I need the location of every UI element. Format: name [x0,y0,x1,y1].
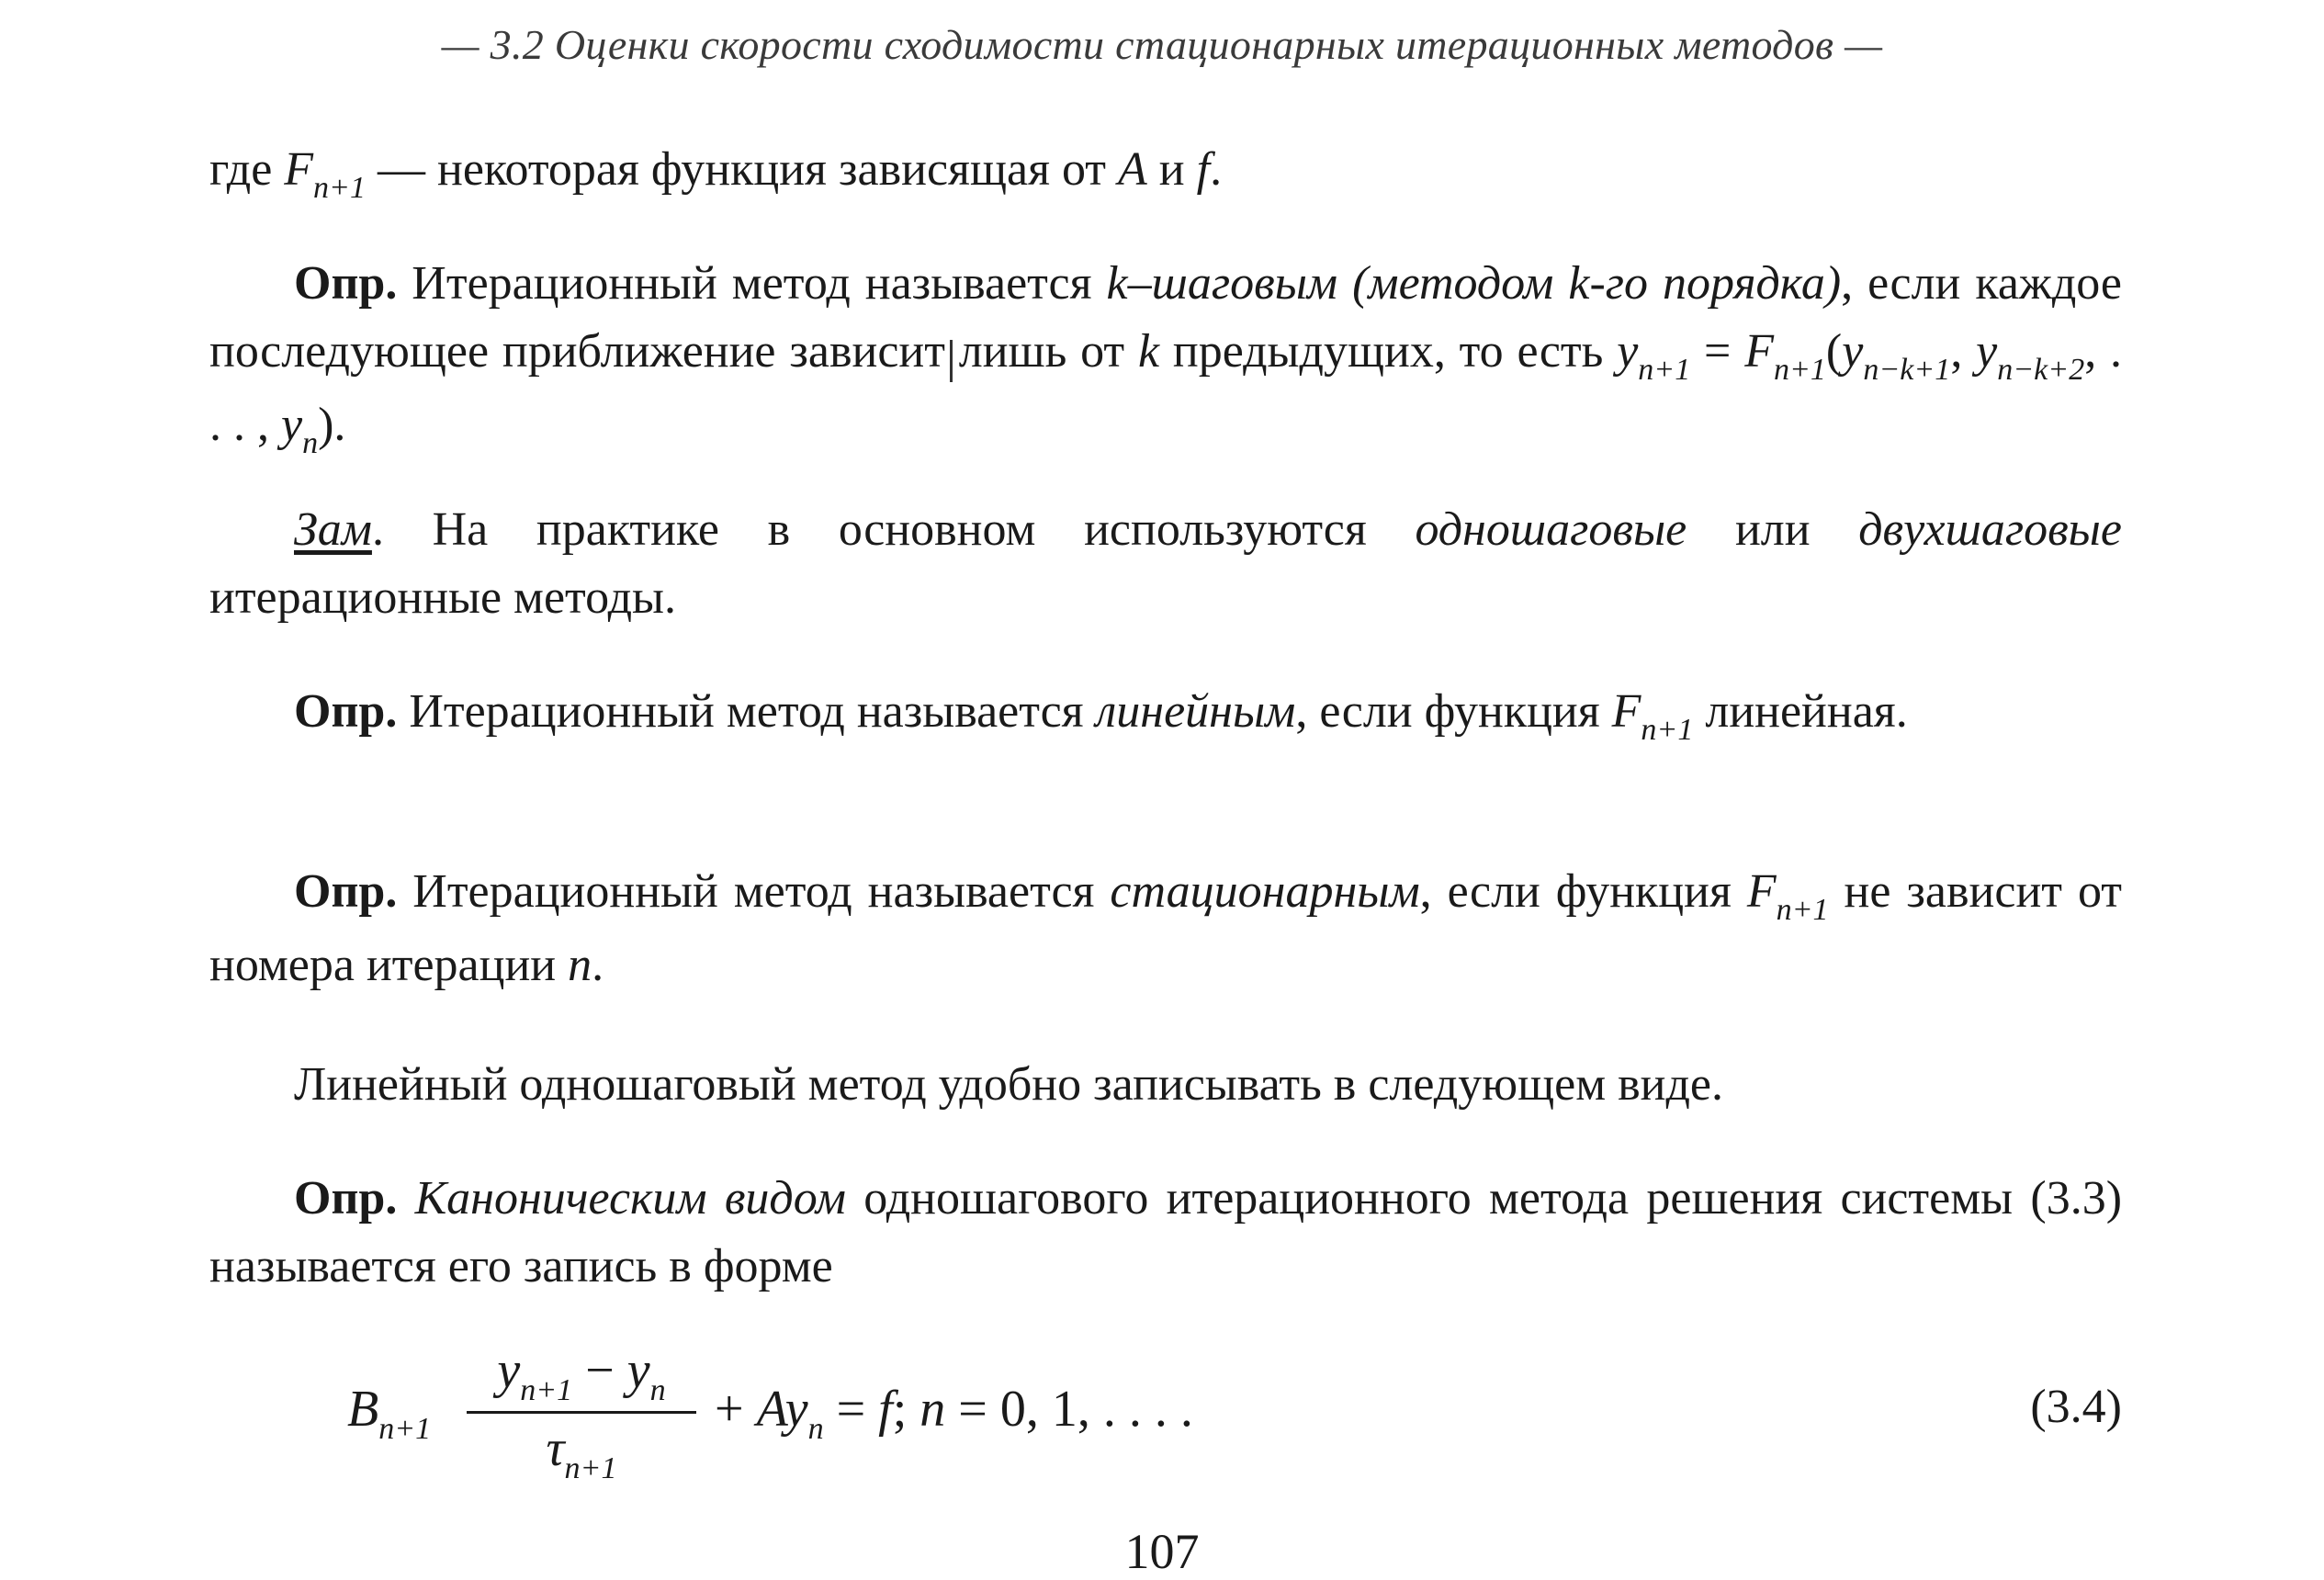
text: Итерационный метод называется [397,257,1107,310]
math-k: k [1137,325,1160,378]
math-range: = 0, 1, . . . . [945,1381,1193,1438]
text: итерационные методы. [209,571,676,624]
math-paren: ). [318,399,346,451]
fraction-bar [467,1411,696,1414]
math-minus: − [572,1342,627,1399]
eq-numerator [467,1341,696,1407]
text: или [1687,503,1859,556]
remark [209,496,2122,632]
math-sub: n+1 [313,171,366,205]
math-y: y [1617,325,1639,378]
term: двухшаговые [1858,503,2122,556]
paragraph-linear-one-step: Линейный одношаговый метод удобно записывать в следующем виде. [294,1058,1724,1111]
math-f: f [878,1381,893,1438]
math-f: f [1196,143,1211,196]
definition-canonical [209,1165,2122,1301]
math-sub: n+1 [1776,893,1829,927]
math-sub: n−k+1 [1863,353,1951,387]
math-sub: n+1 [520,1373,573,1407]
text: — некоторая функция зависящая от [366,143,1119,196]
eq-B [347,1380,432,1446]
term: –шаговым (методом [1127,257,1569,310]
math-tau: τ [546,1420,565,1477]
math-semicolon: ; [892,1381,920,1438]
definition-k-step [209,250,2122,465]
math-y: y [497,1342,521,1399]
definition-label: Опр. [294,865,398,918]
math-sub: n [649,1373,666,1407]
math-sub: n+1 [1641,713,1694,747]
remark-label: Зам [294,503,372,556]
text: Итерационный метод называется [397,685,1096,738]
text: , если функция [1295,685,1612,738]
page-number: 107 [1124,1524,1200,1579]
math-F: F [1744,325,1774,378]
text: , если функция [1419,865,1747,918]
math-comma: , [1950,325,1977,378]
math-plus: + [715,1381,757,1438]
math-sub: n+1 [564,1451,617,1485]
math-n: n [919,1381,946,1438]
math-eq: = [1690,325,1745,378]
eq-denominator [467,1419,696,1485]
text: На практике в основном используются [383,503,1416,556]
math-F: F [1611,685,1641,738]
term: Каноническим видом [397,1172,846,1224]
term: линейным [1095,685,1296,738]
text: . [371,503,384,556]
text: Итерационный метод называется [397,865,1111,918]
definition-stationary [209,858,2122,999]
definition-label: Опр. [294,685,398,738]
running-head: — 3.2 Оценки скорости сходимости стационарных итерационных методов — [441,21,1883,68]
equation-number: (3.4) [2030,1381,2122,1433]
eq-rest [715,1380,1193,1446]
math-y: y [1842,325,1864,378]
math-y: y [281,399,303,451]
math-A: A [1118,143,1147,196]
math-k: k [1106,257,1128,310]
math-Ay: Ay [756,1381,808,1438]
math-F: F [1746,865,1777,918]
text: предыдущих, то есть [1159,325,1618,378]
text: . [1210,143,1223,196]
eq-fraction [467,1341,696,1485]
definition-label: Опр. [294,257,398,310]
math-n: n [568,939,592,991]
text: и [1146,143,1197,196]
math-sub: n−k+2 [1997,353,2085,387]
paragraph-where-F [209,136,2122,209]
text-cursor-icon [950,340,962,382]
term: -го порядка) [1589,257,1842,310]
equation-3-4 [347,1341,2122,1488]
math-dots: , . . . , [209,325,2123,451]
math-y: y [626,1342,650,1399]
math-eq: = [823,1381,879,1438]
math-B: B [347,1381,379,1438]
math-sub: n+1 [1773,353,1826,387]
math-paren: ( [1825,325,1843,378]
text: не зависит от номера итерации [209,865,2122,991]
math-sub: n [302,426,319,460]
math-k: k [1568,257,1590,310]
text: где [209,143,285,196]
text: линейная. [1693,685,1908,738]
math-sub: n [807,1412,824,1446]
term: стационарным [1110,865,1420,918]
text: . [592,939,604,991]
math-F: F [284,143,314,196]
math-y: y [1976,325,1998,378]
definition-label: Опр. [294,1172,398,1224]
definition-linear [209,678,2122,751]
math-sub: n+1 [378,1412,432,1446]
text: , если каждое последующее приближение зависит лишь от [209,257,2122,378]
math-sub: n+1 [1638,353,1691,387]
text: одношагового итерационного метода решения системы (3.3) называется его запись в форме [209,1172,2123,1292]
term: одношаговые [1415,503,1687,556]
